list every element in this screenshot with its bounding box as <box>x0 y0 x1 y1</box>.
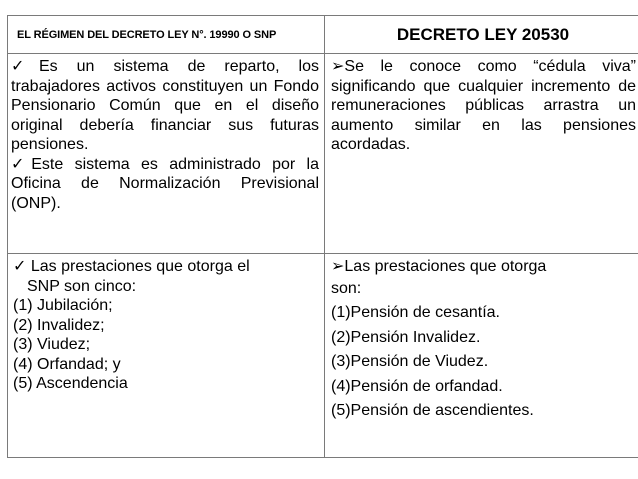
dl20530-benefit-item: (5)Pensión de ascendientes. <box>331 402 534 419</box>
dl20530-description-text: ➢Se le conoce como “cédula viva” significando que cualquier incremento de remuneraciones públicas arrastra un aumento similar en las pensiones acordadas. <box>331 58 636 153</box>
dl20530-benefits-intro-line-1: ➢Las prestaciones que otorga <box>331 258 547 275</box>
snp-benefit-item: (5) Ascendencia <box>13 375 128 392</box>
table-header-row <box>8 16 638 54</box>
snp-benefit-item: (4) Orfandad; y <box>13 355 121 373</box>
snp-benefit-item: (1) Jubilación; <box>13 297 113 314</box>
snp-benefits-intro-line-2: SNP son cinco: <box>27 277 137 295</box>
snp-description-item-1: ✓Es un sistema de reparto, los trabajadores activos constituyen un Fondo Pensionario Común que en el diseño original debería financiar sus futuras pensiones. <box>11 58 319 153</box>
header-right-text: DECRETO LEY 20530 <box>396 24 570 44</box>
snp-benefit-item: (3) Viudez; <box>13 336 91 353</box>
comparison-table <box>7 15 638 458</box>
snp-benefits-intro-line-1: ✓ Las prestaciones que otorga el <box>13 258 250 275</box>
dl20530-benefit-item: (2)Pensión Invalidez. <box>331 328 481 346</box>
dl20530-benefits-cell <box>325 254 638 458</box>
dl20530-benefit-item: (1)Pensión de cesantía. <box>331 304 500 321</box>
header-right-cell <box>325 16 638 54</box>
dl20530-benefit-item: (3)Pensión de Viudez. <box>331 353 489 370</box>
snp-benefits-cell <box>8 254 325 458</box>
dl20530-benefits-intro-line-2: son: <box>331 279 362 297</box>
table-row-benefits <box>8 254 638 458</box>
snp-description-item-2: ✓Este sistema es administrado por la Oficina de Normalización Previsional (ONP). <box>11 155 319 212</box>
header-left-cell <box>8 16 325 54</box>
snp-description-cell <box>8 54 325 254</box>
snp-benefit-item: (2) Invalidez; <box>13 316 105 334</box>
dl20530-benefit-item: (4)Pensión de orfandad. <box>331 377 503 395</box>
table-row-description <box>8 54 638 254</box>
dl20530-description-cell <box>325 54 638 254</box>
header-left-text: EL RÉGIMEN DEL DECRETO LEY N°. 19990 O SNP <box>17 28 277 41</box>
